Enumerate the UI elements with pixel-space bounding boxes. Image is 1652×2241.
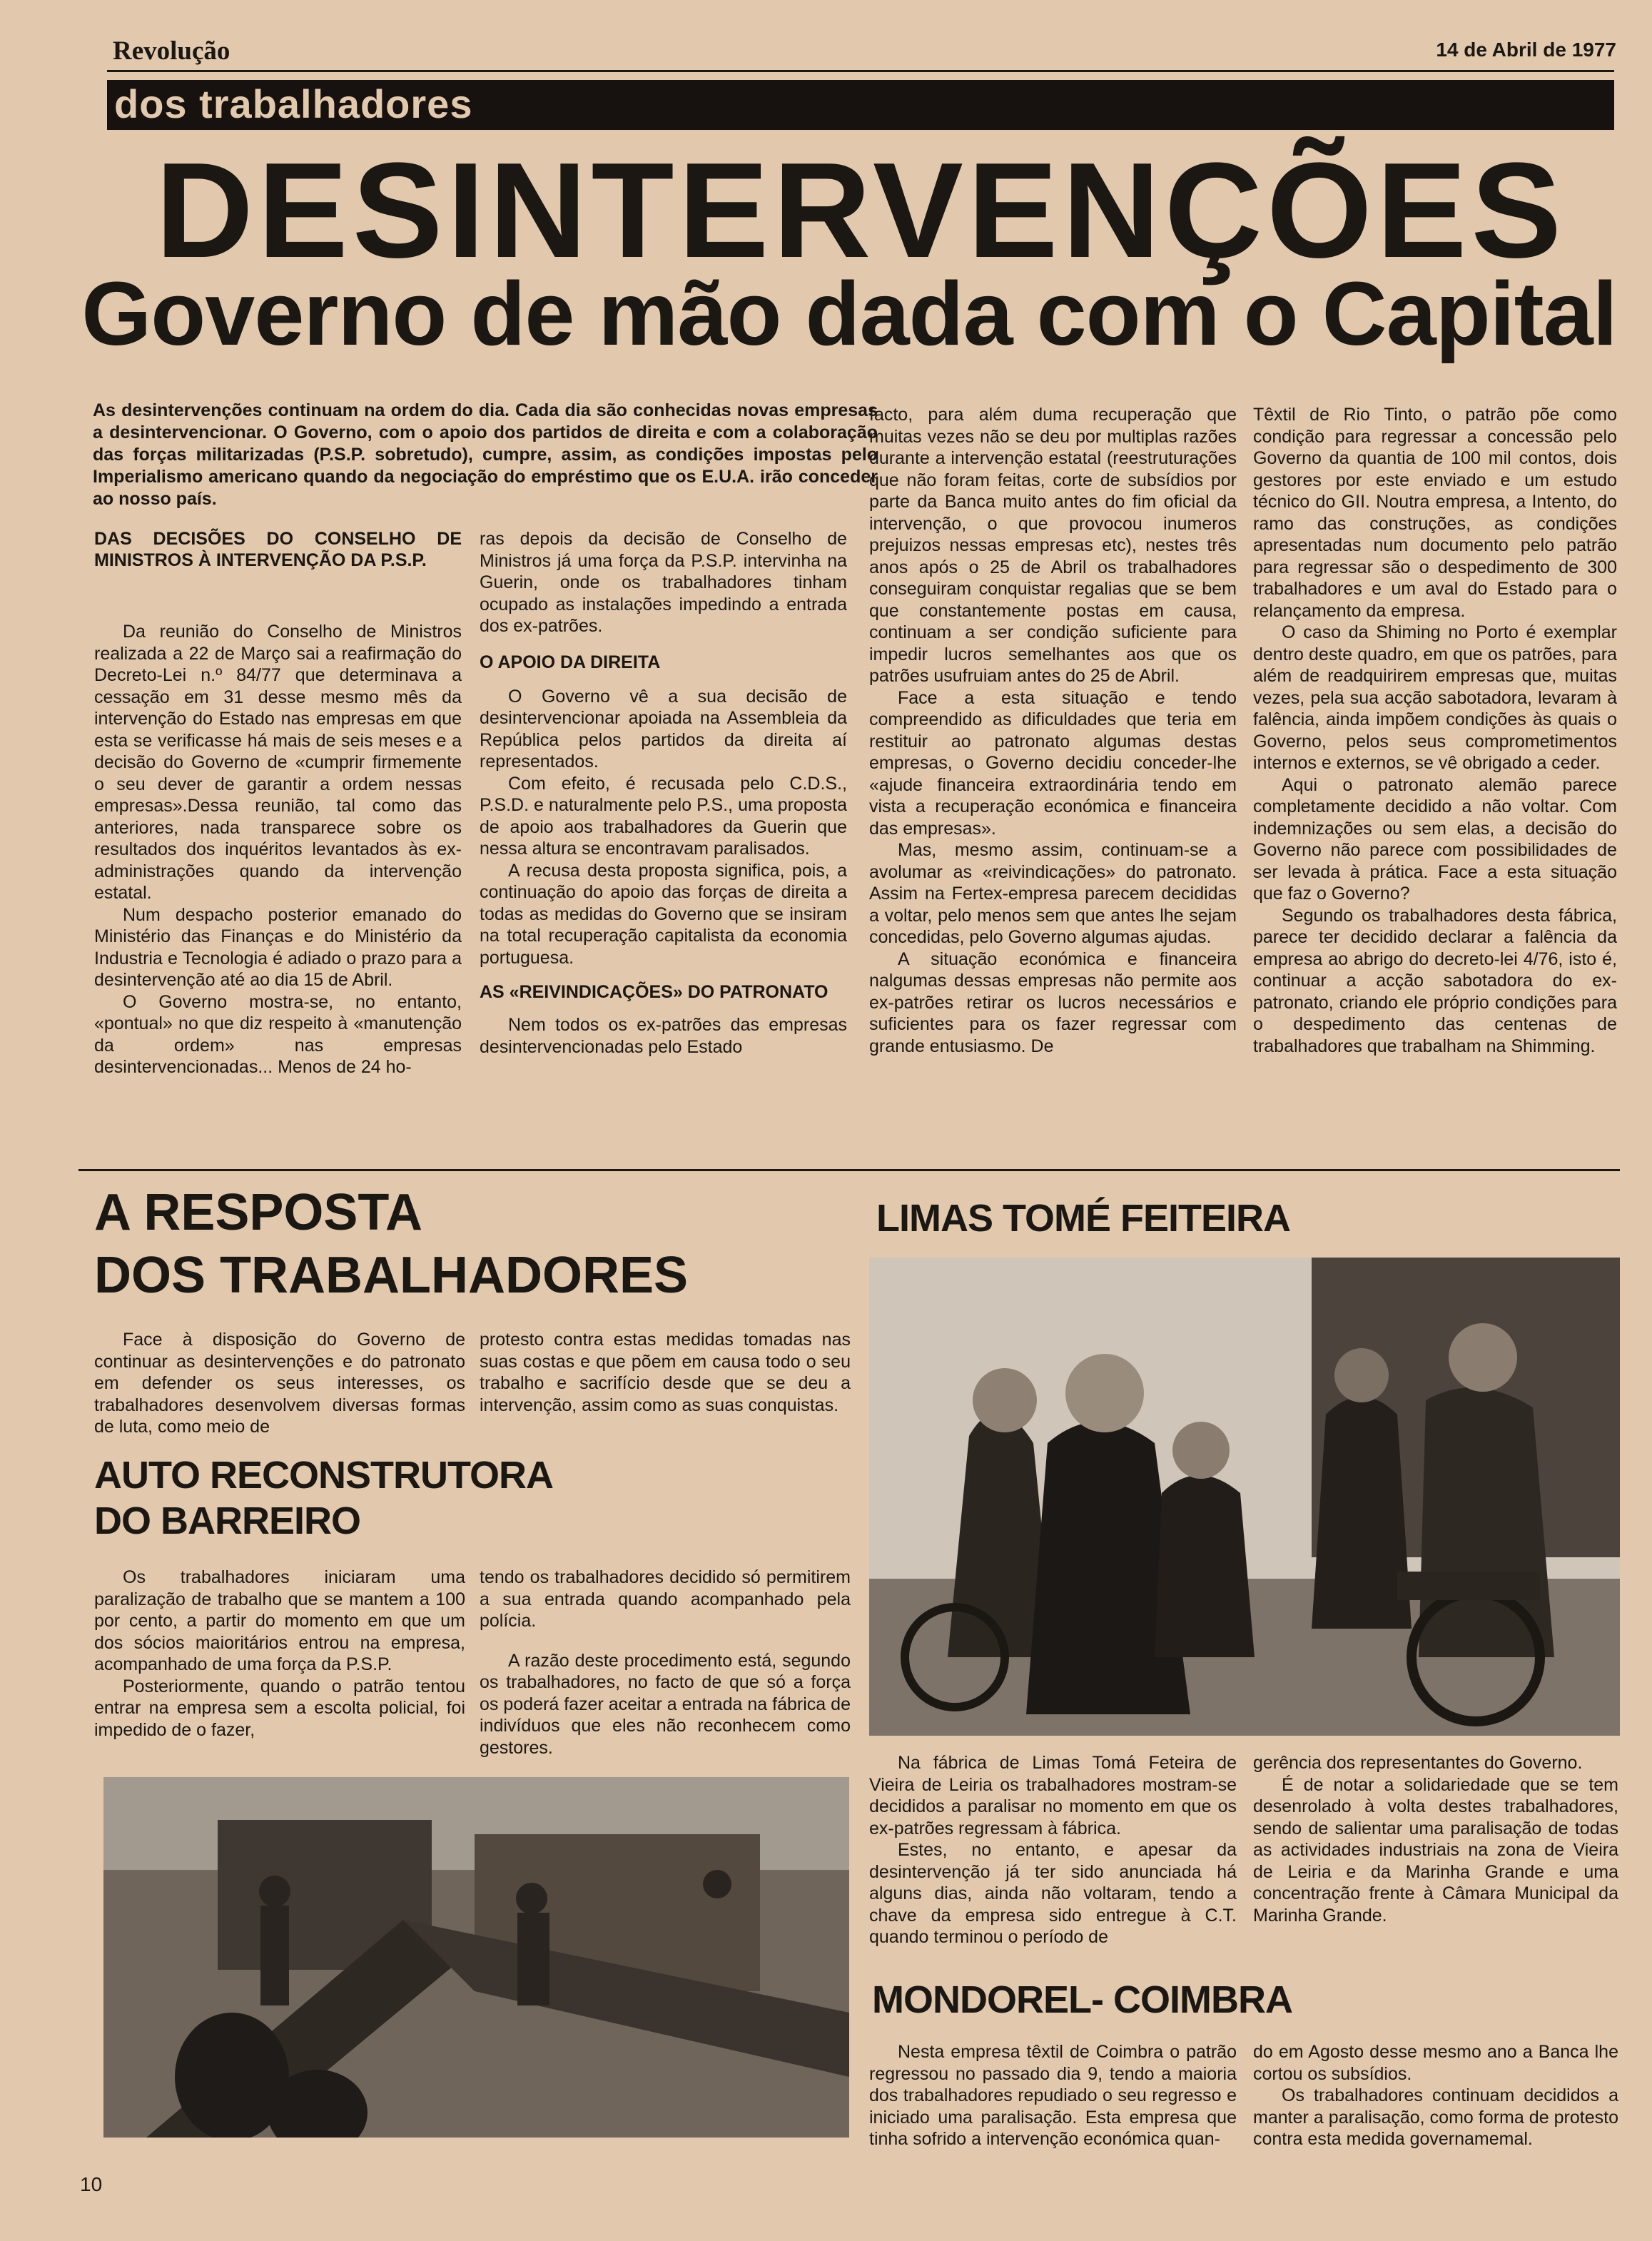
limas-col1: [869, 1752, 1237, 1948]
paragraph: Estes, no entanto, e apesar da desintervenção já ter sido anunciada há alguns dias, ainda não voltaram, tendo a chave da empresa sido entregue à C.T. quando terminou o período de: [869, 1840, 1237, 1947]
paragraph: Têxtil de Rio Tinto, o patrão põe como condição para regressar a concessão pelo Governo da quantia de 100 mil contos, dois gestores por este enviado e um estudo técnico do GII. Noutra empresa, a Intento, do ramo das construções, as condições apresentadas num documento pelo patrão para regressar são o despedimento de 300 trabalhadores e um aval do Estado para o relançamento da empresa.: [1253, 405, 1617, 621]
mondorel-col1: [869, 2041, 1237, 2150]
paragraph: Aqui o patronato alemão parece completamente decidido a não voltar. Com indemnizações ou sem elas, a decisão do Governo não parece com possibilidades de ser levada à prática. Face a esta situação que faz o Governo?: [1253, 774, 1617, 904]
paragraph: tendo os trabalhadores decidido só permitirem a sua entrada quando acompanhado pela polícia.: [480, 1567, 851, 1631]
paragraph: Os trabalhadores continuam decididos a manter a paralisação, como forma de protesto contra esta medida governamemal.: [1253, 2085, 1618, 2149]
article-column-1: [94, 528, 462, 1078]
paragraph: Os trabalhadores iniciaram uma paralização de trabalho que se mantem a 100 por cento, a partir do momento em que um dos sócios maioritários entrou na empresa, acompanhado de uma força da P.S.P.: [94, 1567, 465, 1674]
limas-title: LIMAS TOMÉ FEITEIRA: [876, 1197, 1291, 1240]
paragraph: Mas, mesmo assim, continuam-se a avolumar as «reivindicações» do patronato. Assim na Fertex-empresa parecem decididas a voltar, pelo menos sem que antes lhe sejam concedidas, pelo Governo algumas ajudas.: [869, 840, 1237, 947]
article-column-4: [1253, 404, 1617, 1057]
auto-col2: [480, 1567, 851, 1759]
paragraph: A razão deste procedimento está, segundo os trabalhadores, no facto de que só a força os poderá fazer aceitar a entrada na fábrica de indivíduos que eles não reconhecem como gestores.: [480, 1650, 851, 1758]
photo-limas-graphic: [869, 1258, 1620, 1736]
paragraph: Face à disposição do Governo de continuar as desintervenções e do patronato em defender os seus interesses, os trabalhadores desenvolvem diversas formas de luta, como meio de: [94, 1330, 465, 1437]
paragraph: Da reunião do Conselho de Ministros realizada a 22 de Março sai a reafirmação do Decreto-Lei n.º 84/77 que determinava a cessação em 31 desse mesmo mês da intervenção do Estado nas empresas em que esta se verificasse há mais de seis meses e a decisão do Governo de «cumprir firmemente o seu dever de garantir a ordem nessas empresas».Dessa reunião, tal como das anteriores, nada transparece sobre os resultados dos inquéritos levantados às ex-administrações quando da intervenção estatal.: [94, 622, 462, 903]
article-column-2: [480, 528, 847, 1058]
page-number: 10: [80, 2173, 103, 2195]
paragraph: Nesta empresa têxtil de Coimbra o patrão regressou no passado dia 9, tendo a maioria dos trabalhadores repudiado o seu regresso e iniciado uma paralisação. Esta empresa que tinha sofrido a intervenção económica quan-: [869, 2042, 1237, 2149]
paragraph: protesto contra estas medidas tomadas nas suas costas e que põem em causa todo o seu trabalho e sacrifício desde que se deu a intervenção, assim como as suas conquistas.: [480, 1330, 851, 1415]
resposta-title-line2: DOS TRABALHADORES: [94, 1247, 689, 1304]
section-divider: [78, 1169, 1620, 1171]
paragraph: do em Agosto desse mesmo ano a Banca lhe cortou os subsídios.: [1253, 2042, 1618, 2084]
paragraph: Num despacho posterior emanado do Ministério das Finanças e do Ministério da Industria e Tecnologia é adiado o prazo para a desintervenção até ao dia 15 de Abril.: [94, 904, 462, 990]
paragraph: Na fábrica de Limas Tomá Feteira de Vieira de Leiria os trabalhadores mostram-se decididos a paralisar no momento em que os ex-patrões regressam à fábrica.: [869, 1753, 1237, 1838]
resposta-title: [94, 1181, 865, 1307]
auto-reconstrutora-title: [94, 1452, 865, 1544]
subhead-apoio-direita: O APOIO DA DIREITA: [480, 652, 661, 672]
paragraph: Posteriormente, quando o patrão tentou entrar na empresa sem a escolta policial, foi impedido de o fazer,: [94, 1676, 465, 1740]
paragraph: A situação económica e financeira nalgumas dessas empresas não permite aos ex-patrões retirar os lucros necessários e suficientes para os fazer regressar com grande entusiasmo. De: [869, 948, 1237, 1056]
paragraph: gerência dos representantes do Governo.: [1253, 1753, 1583, 1773]
auto-title-line1: AUTO RECONSTRUTORA: [94, 1454, 554, 1497]
photo-limas-workers: [869, 1258, 1620, 1736]
auto-title-line2: DO BARREIRO: [94, 1499, 361, 1542]
photo-workshop: [103, 1777, 849, 2138]
mondorel-col2: [1253, 2041, 1618, 2150]
limas-col2: [1253, 1752, 1618, 1926]
section-bar-title: dos trabalhadores: [114, 81, 473, 126]
masthead: Revolução: [113, 36, 230, 66]
paragraph: O caso da Shiming no Porto é exemplar dentro deste quadro, em que os patrões, para além de readquirirem empresas que, muitas vezes, pela sua acção sabotadora, levaram à falência, ainda impõem condições às quais o Governo, pelos seus comprometimentos internos e externos, se vê obrigado a ceder.: [1253, 622, 1617, 773]
mondorel-title: MONDOREL- COIMBRA: [872, 1978, 1292, 2021]
paragraph: A recusa desta proposta significa, pois, a continuação do apoio das forças de direita a todas as medidas do Governo que se insiram na total recuperação capitalista da economia portuguesa.: [480, 860, 847, 968]
resposta-title-line1: A RESPOSTA: [94, 1184, 423, 1241]
header-rule: [107, 70, 1614, 72]
paragraph: Segundo os trabalhadores desta fábrica, parece ter decidido declarar a falência da empresa ao abrigo do decreto-lei 4/76, isto é, continuar a acção sabotadora do ex-patronato, criando ele próprio condições para o despedimento das centenas de trabalhadores que trabalham na Shimming.: [1253, 905, 1617, 1056]
paragraph: O Governo vê a sua decisão de desintervencionar apoiada na Assembleia da República pelos partidos da direita aí representados.: [480, 686, 847, 772]
paragraph: Face a esta situação e tendo compreendido as dificuldades que teria em restituir ao patronato algumas destas empresas, o Governo decidiu conceder-lhe «ajude financeira extraordinária tendo em vista a recuperação económica e financeira das empresas».: [869, 687, 1237, 839]
paragraph: Nem todos os ex-patrões das empresas desintervencionadas pelo Estado: [480, 1015, 847, 1057]
article-column-3: [869, 404, 1237, 1057]
paragraph: ras depois da decisão de Conselho de Ministros já uma força da P.S.P. intervinha na Guerin, onde os trabalhadores tinham ocupado as instalações impedindo a entrada dos ex-patrões.: [480, 529, 847, 636]
subhead-reivindicacoes: AS «REIVINDICAÇÕES» DO PATRONATO: [480, 982, 828, 1002]
paragraph: O Governo mostra-se, no entanto, «pontual» no que diz respeito à «manutenção da ordem» nas empresas desintervencionadas... Menos de 24 ho-: [94, 991, 462, 1077]
sub-headline: Governo de mão dada com o Capital: [81, 263, 1617, 364]
subhead-decisoes: DAS DECISÕES DO CONSELHO DE MINISTROS À INTERVENÇÃO DA P.S.P.: [94, 529, 462, 570]
paragraph: Com efeito, é recusada pelo C.D.S., P.S.D. e naturalmente pelo P.S., uma proposta de apoio aos trabalhadores da Guerin que nessa altura se encontravam paralisados.: [480, 773, 847, 859]
photo-workshop-graphic: [103, 1777, 849, 2138]
auto-col1: [94, 1567, 465, 1741]
lead-paragraph: As desintervenções continuam na ordem do dia. Cada dia são conhecidas novas empresas a desintervencionar. O Governo, com o apoio dos partidos de direita e com a colaboração das forças militarizadas (P.S.P. sobretudo), cumpre, assim, as condições impostas pelo Imperialismo americano quando da negociação do empréstimo que os E.U.A. irão conceder ao nosso país.: [93, 400, 878, 509]
paragraph: facto, para além duma recuperação que muitas vezes não se deu por multiplas razões durante a intervenção estatal (reestruturações que não foram feitas, corte de subsídios por parte da Banca muito antes do fim oficial da intervenção, o que provocou inumeros prejuizos nessas empresas etc), nestes três anos após o 25 de Abril os trabalhadores conseguiram conquistar regalias que se bem que constantemente postas em causa, continuam a ser condição suficiente para impedir lucros semelhantes aos que os patrões usufruiam antes do 25 de Abril.: [869, 405, 1237, 686]
issue-date: 14 de Abril de 1977: [1436, 39, 1616, 61]
paragraph: É de notar a solidariedade que se tem desenrolado à volta destes trabalhadores, sendo de salientar uma paralisação de todas as actividades industriais na zona de Vieira de Leiria e da Marinha Grande e uma concentração frente à Câmara Municipal da Marinha Grande.: [1253, 1774, 1618, 1926]
resposta-intro-col2: [480, 1329, 851, 1416]
main-headline: DESINTERVENÇÕES: [155, 135, 1566, 286]
resposta-intro-col1: [94, 1329, 465, 1438]
